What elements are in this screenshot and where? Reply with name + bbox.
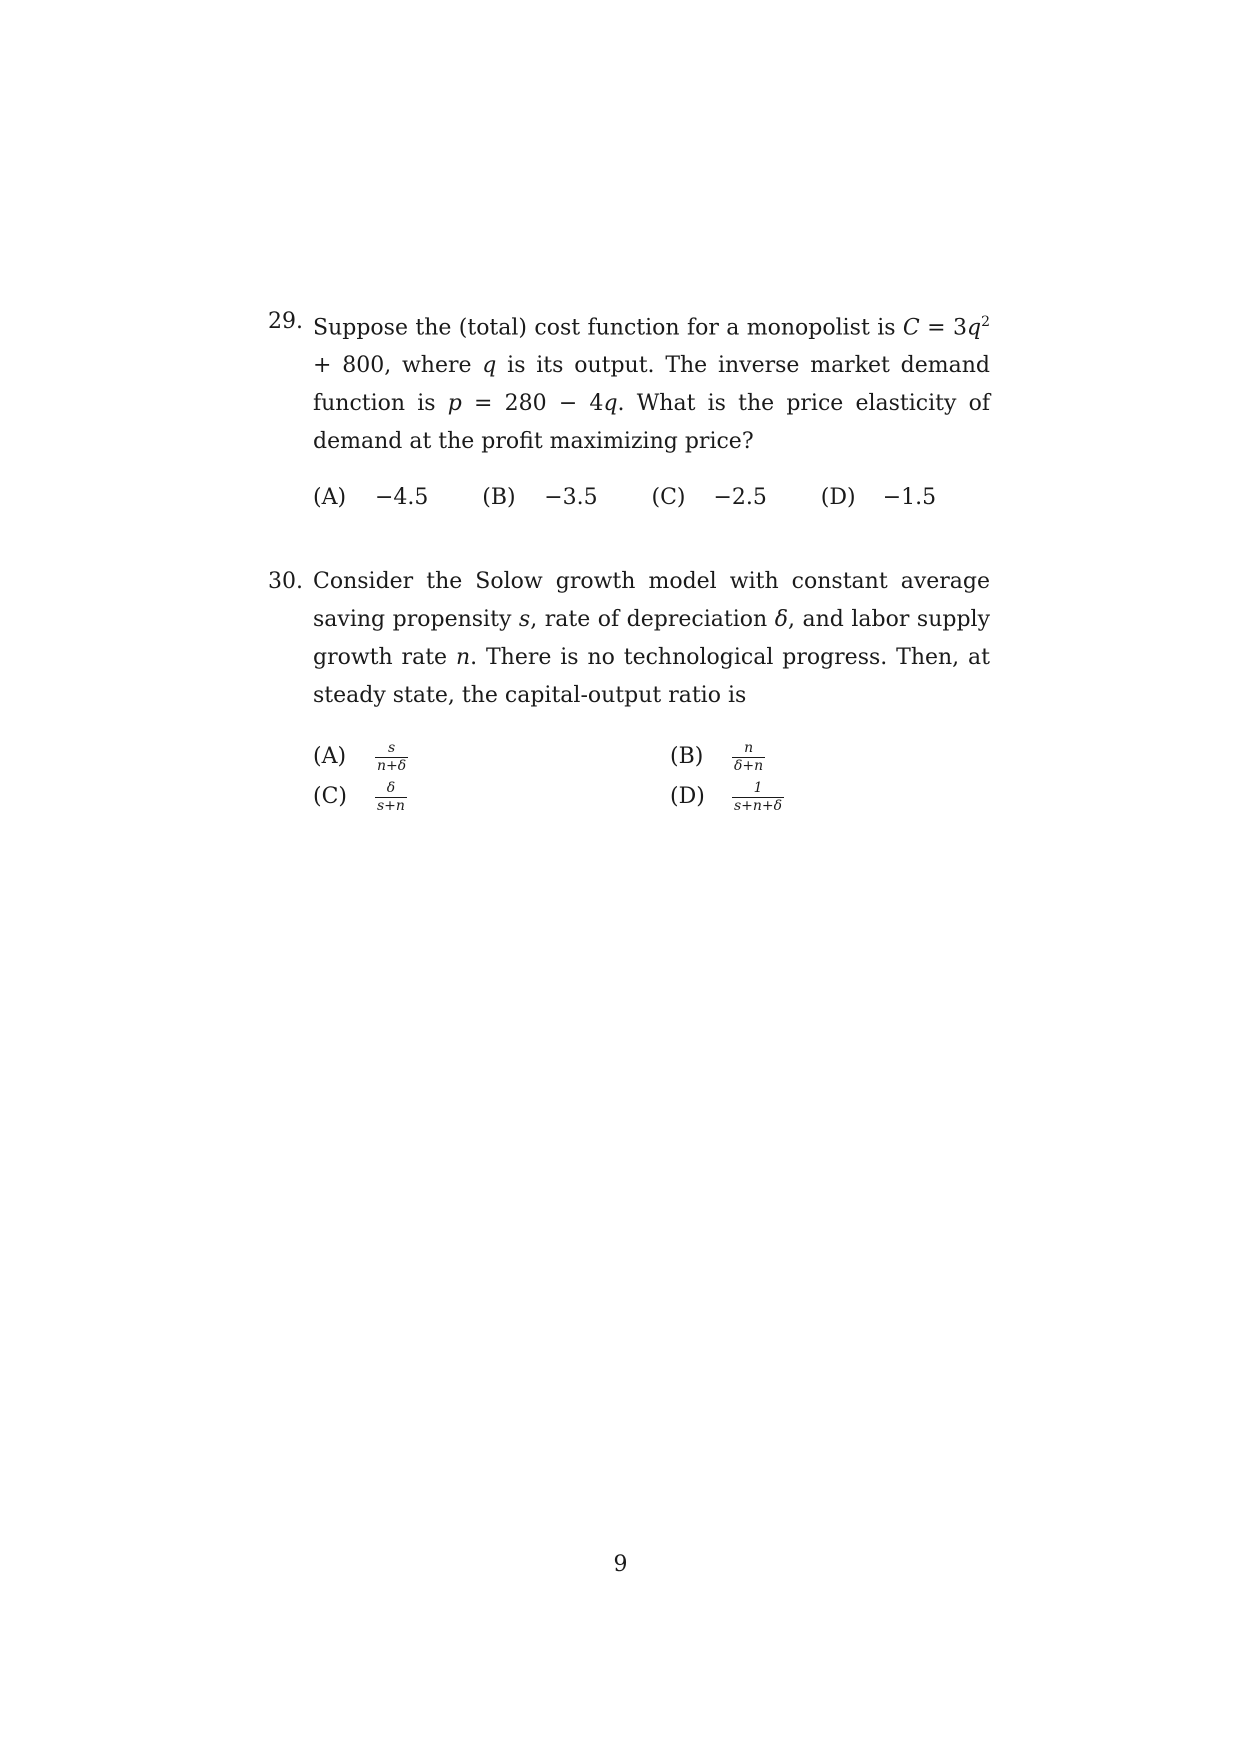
option-b[interactable] <box>670 739 970 775</box>
text-segment: . What is the price elasticity of demand at the profit maximizing price? <box>313 391 991 455</box>
question-number: 29. <box>268 309 303 334</box>
fraction-denominator: s+n+δ <box>734 797 783 814</box>
answer-options <box>313 483 990 513</box>
option-b[interactable] <box>482 483 651 513</box>
question-number: 30. <box>268 569 303 594</box>
text-segment: Consider the Solow growth model with constant average saving propensity <box>313 569 990 632</box>
option-value: −4.5 <box>375 485 429 511</box>
option-label: (B) <box>670 744 704 769</box>
text-segment: , and labor supply growth rate <box>313 607 990 670</box>
answer-options <box>313 739 990 815</box>
math-variable-delta: δ <box>774 607 788 632</box>
text-segment: + 800, where <box>313 353 483 379</box>
option-value: −3.5 <box>544 485 598 511</box>
math-variable-s: s <box>518 607 531 632</box>
question-29 <box>268 303 990 513</box>
option-label: (D) <box>820 485 856 511</box>
option-fraction <box>375 781 407 814</box>
option-fraction <box>732 741 765 774</box>
fraction-denominator: s+n <box>377 797 405 814</box>
fraction-denominator: δ+n <box>734 757 764 774</box>
option-label: (C) <box>313 784 347 809</box>
option-fraction <box>732 781 784 814</box>
text-segment: Suppose the (total) cost function for a monopolist is <box>313 315 903 341</box>
option-value: −2.5 <box>713 485 767 511</box>
fraction-numerator: n <box>744 739 754 756</box>
option-d[interactable] <box>821 483 990 513</box>
math-variable-c: C <box>902 315 920 341</box>
option-a[interactable] <box>313 483 482 513</box>
text-segment: is its output. The inverse market demand function is <box>313 353 990 417</box>
text-segment: = 280 − 4 <box>461 391 604 417</box>
question-text <box>313 563 990 715</box>
question-text <box>313 303 990 461</box>
math-exponent: 2 <box>981 314 990 330</box>
text-segment: , rate of depreciation <box>530 607 775 632</box>
option-label: (D) <box>670 784 705 809</box>
question-30 <box>268 563 990 815</box>
option-c[interactable] <box>652 483 821 513</box>
math-variable-n: n <box>455 645 471 670</box>
option-a[interactable] <box>313 739 670 775</box>
option-value: −1.5 <box>882 485 937 511</box>
fraction-numerator: s <box>388 739 396 756</box>
option-label: (A) <box>313 744 347 769</box>
option-d[interactable] <box>670 779 970 815</box>
text-segment: = 3 <box>919 315 967 341</box>
option-fraction <box>375 741 408 774</box>
fraction-numerator: 1 <box>753 779 763 796</box>
page-number: 9 <box>613 1552 628 1577</box>
math-variable-q: q <box>482 353 497 379</box>
option-label: (A) <box>313 485 347 511</box>
option-label: (C) <box>651 485 686 511</box>
text-segment: . There is no technological progress. Then, at steady state, the capital-output ratio is <box>313 645 990 708</box>
fraction-denominator: n+δ <box>377 757 407 774</box>
math-variable-q: q <box>603 391 618 417</box>
math-variable-q: q <box>966 315 982 341</box>
fraction-numerator: δ <box>386 779 396 796</box>
option-label: (B) <box>482 485 516 511</box>
math-variable-p: p <box>447 391 462 417</box>
option-c[interactable] <box>313 779 670 815</box>
